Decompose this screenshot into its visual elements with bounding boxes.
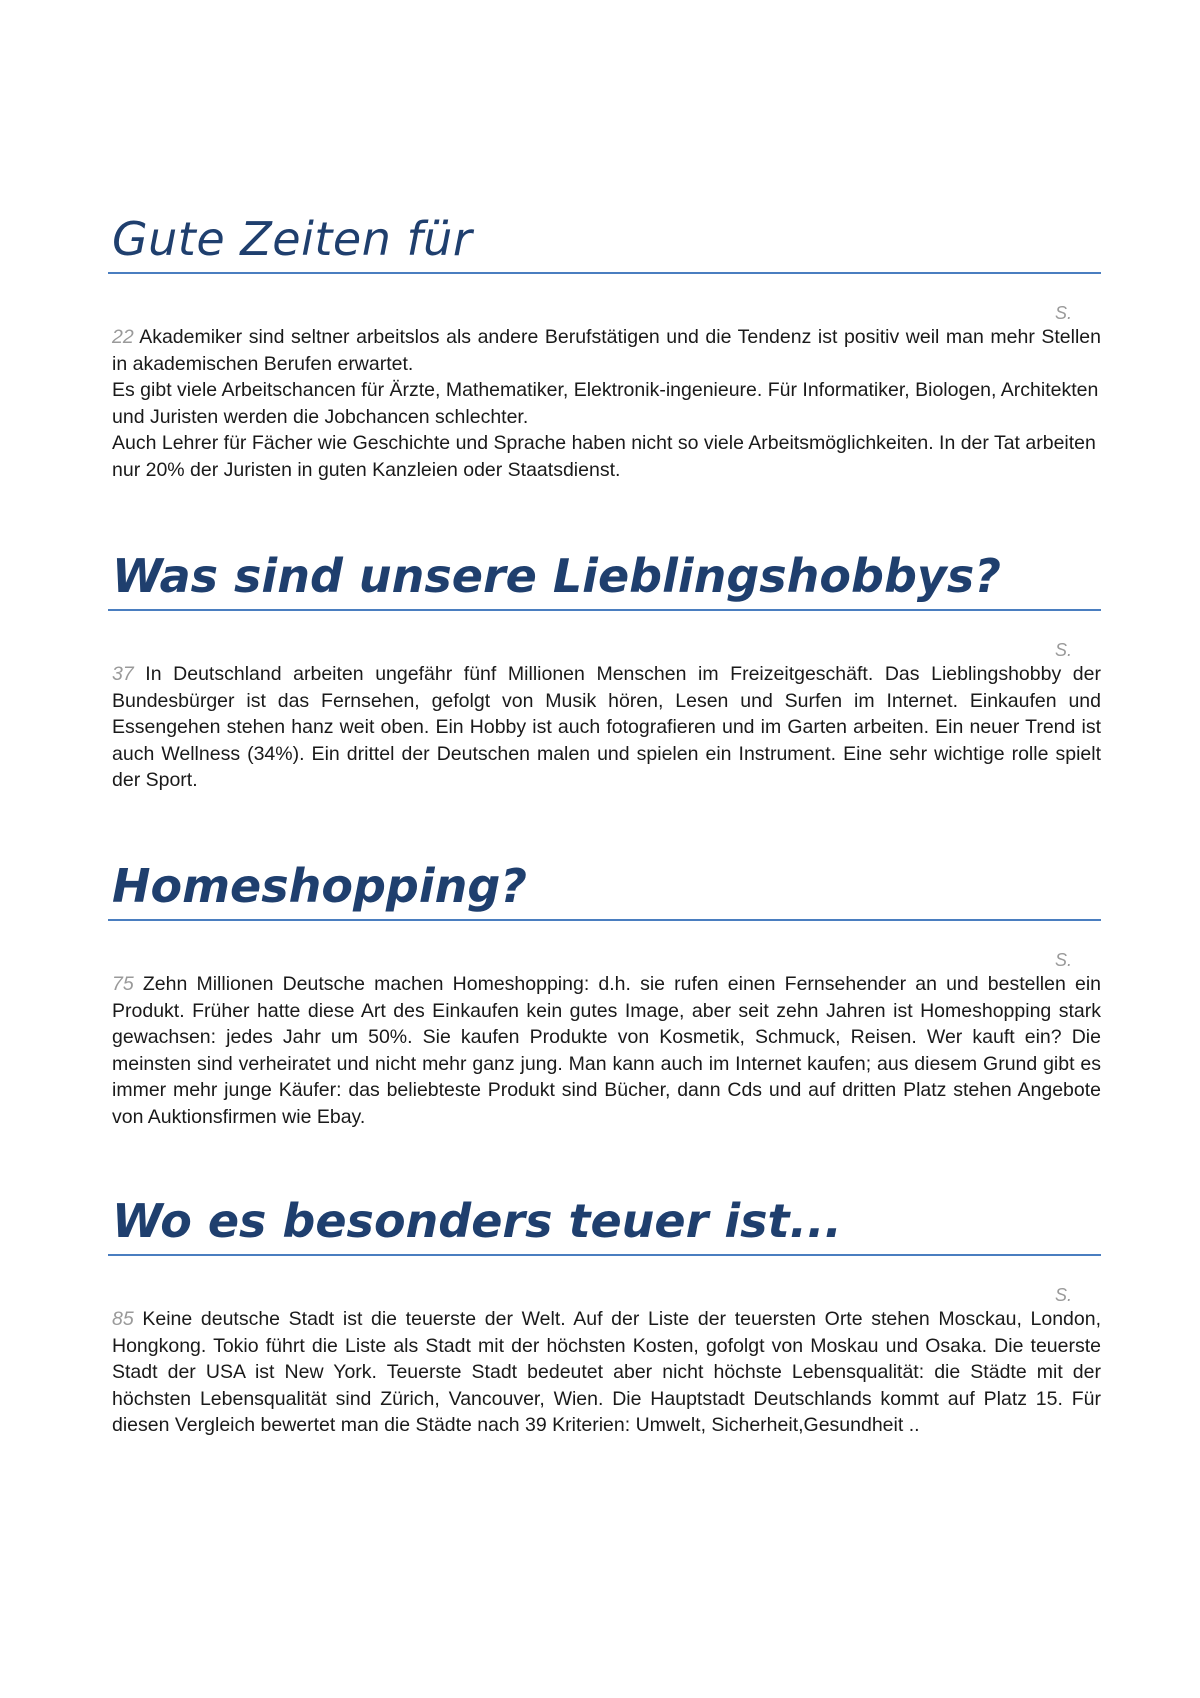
page-number: 85 [112, 1308, 134, 1330]
section-body [108, 1306, 1101, 1439]
page-number: 37 [112, 663, 134, 685]
section-heading: Wo es besonders teuer ist... [112, 1194, 842, 1248]
page-number: 22 [112, 326, 134, 348]
heading-divider [108, 919, 1101, 921]
section-body [108, 661, 1101, 794]
section-homeshopping [108, 858, 1101, 1130]
section-teuer [108, 1193, 1101, 1439]
page-reference: S. [1054, 640, 1072, 660]
section-gute-zeiten [108, 211, 1101, 483]
section-body [108, 324, 1101, 483]
paragraph-text: In Deutschland arbeiten ungefähr fünf Millionen Menschen im Freizeitgeschäft. Das Lieblingshobby der Bundesbürger ist das Fernsehen, gefolgt von Musik hören, Lesen und Surfen im Internet. Einkaufen und Essengehen stehen hanz weit oben. Ein Hobby ist auch fotografieren und im Garten arbeiten. Ein neuer Trend ist auch Wellness (34%). Ein drittel der Deutschen malen und spielen ein Instrument. Eine sehr wichtige rolle spielt der Sport. [112, 663, 1101, 791]
paragraph-text: Akademiker sind seltner arbeitslos als andere Berufstätigen und die Tendenz ist positiv weil man mehr Stellen in akademischen Berufen erwartet. [112, 326, 1102, 375]
heading-divider [108, 1254, 1101, 1256]
page-number: 75 [112, 973, 134, 995]
section-heading: Was sind unsere Lieblingshobbys? [112, 549, 1001, 603]
page-reference: S. [1054, 303, 1072, 323]
section-heading: Homeshopping? [112, 859, 527, 913]
paragraph: Es gibt viele Arbeitschancen für Ärzte, Mathematiker, Elektronik-ingenieure. Für Informatiker, Biologen, Architekten und Juristen werden die Jobchancen schlechter. [112, 379, 1099, 428]
paragraph [112, 324, 1101, 377]
paragraph [112, 971, 1101, 1130]
page-reference: S. [1054, 1285, 1072, 1305]
page-reference: S. [1054, 950, 1072, 970]
paragraph-text: Keine deutsche Stadt ist die teuerste der Welt. Auf der Liste der teuersten Orte stehen Mosckau, London, Hongkong. Tokio führt die Liste als Stadt mit der höchsten Kosten, gofolgt von Moskau und Osaka. Die teuerste Stadt der USA ist New York. Teuerste Stadt bedeutet aber nicht höchste Lebensqualität: die Städte mit der höchsten Lebensqualität sind Zürich, Vancouver, Wien. Die Hauptstadt Deutschlands kommt auf Platz 15. Für diesen Vergleich bewertet man die Städte nach 39 Kriterien: Umwelt, Sicherheit,Gesundheit .. [112, 1308, 1102, 1436]
paragraph-text: Zehn Millionen Deutsche machen Homeshopping: d.h. sie rufen einen Fernsehender an und bestellen ein Produkt. Früher hatte diese Art des Einkaufen kein gutes Image, aber seit zehn Jahren ist Homeshopping stark gewachsen: jedes Jahr um 50%. Sie kaufen Produkte von Kosmetik, Schmuck, Reisen. Wer kauft ein? Die meinsten sind verheiratet und nicht mehr ganz jung. Man kann auch im Internet kaufen; aus diesem Grund gibt es immer mehr junge Käufer: das beliebteste Produkt sind Bücher, dann Cds und auf dritten Platz stehen Angebote von Auktionsfirmen wie Ebay. [112, 973, 1102, 1128]
heading-divider [108, 609, 1101, 611]
paragraph: Auch Lehrer für Fächer wie Geschichte und Sprache haben nicht so viele Arbeitsmöglichkeiten. In der Tat arbeiten nur 20% der Juristen in guten Kanzleien oder Staatsdienst. [112, 432, 1096, 481]
heading-divider [108, 272, 1101, 274]
section-heading: Gute Zeiten für [112, 212, 473, 266]
paragraph [112, 1306, 1101, 1439]
section-lieblingshobbys [108, 548, 1101, 794]
section-body [108, 971, 1101, 1130]
paragraph [112, 661, 1101, 794]
